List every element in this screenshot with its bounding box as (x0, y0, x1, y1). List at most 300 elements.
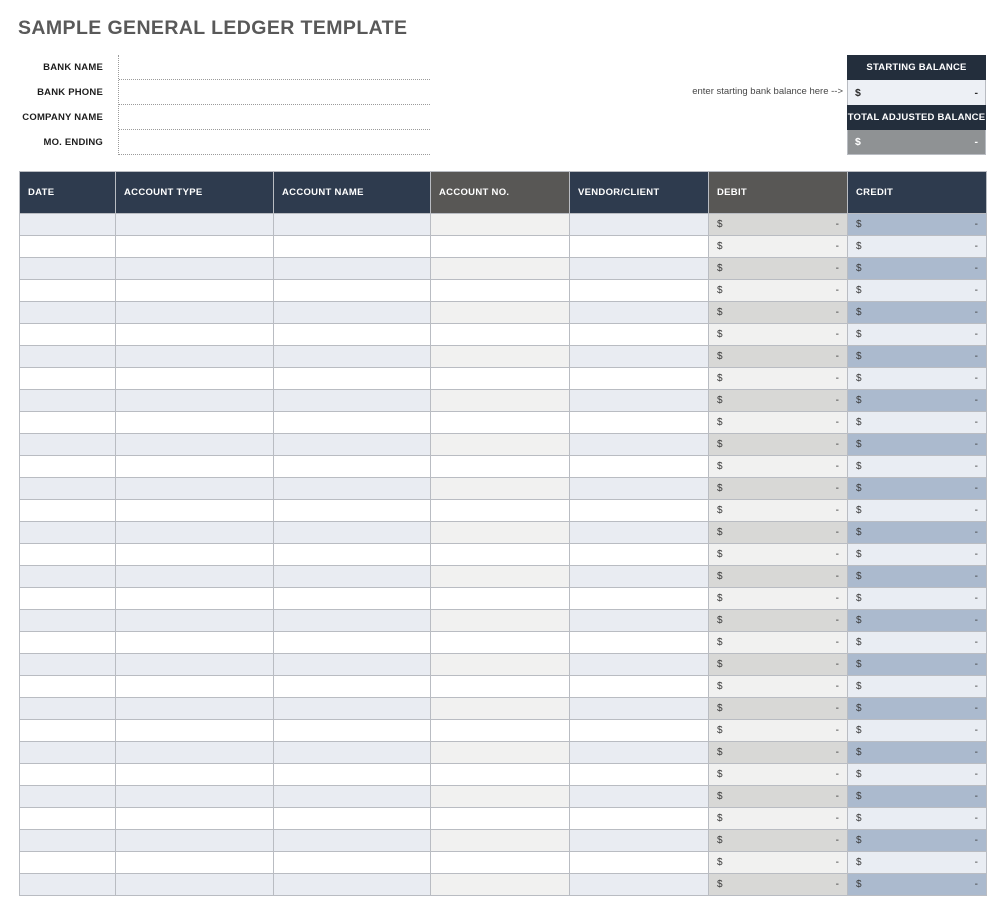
ledger-cell-date[interactable] (20, 786, 116, 808)
ledger-cell-account-name[interactable] (274, 258, 431, 280)
ledger-cell-vendor-client[interactable] (570, 390, 709, 412)
table-row (20, 478, 987, 500)
ledger-cell-account-name[interactable] (274, 500, 431, 522)
ledger-cell-date[interactable] (20, 236, 116, 258)
column-header-account-no: ACCOUNT NO. (431, 172, 570, 214)
table-row (20, 610, 987, 632)
ledger-cell-vendor-client[interactable] (570, 412, 709, 434)
ledger-cell-account-name[interactable] (274, 522, 431, 544)
table-row (20, 500, 987, 522)
ledger-cell-debit[interactable] (709, 324, 848, 346)
ledger-cell-credit[interactable] (848, 456, 987, 478)
amount-placeholder: - (974, 571, 978, 582)
ledger-cell-account-name[interactable] (274, 412, 431, 434)
ledger-cell-credit[interactable] (848, 390, 987, 412)
currency-symbol: $ (856, 725, 862, 736)
ledger-cell-date[interactable] (20, 852, 116, 874)
ledger-cell-date[interactable] (20, 544, 116, 566)
ledger-cell-account-no[interactable] (431, 346, 570, 368)
ledger-cell-account-no[interactable] (431, 588, 570, 610)
ledger-cell-account-name[interactable] (274, 456, 431, 478)
table-row (20, 544, 987, 566)
ledger-cell-credit[interactable] (848, 830, 987, 852)
ledger-cell-account-type[interactable] (116, 610, 274, 632)
ledger-cell-debit[interactable] (709, 302, 848, 324)
ledger-cell-vendor-client[interactable] (570, 852, 709, 874)
form-inputs (118, 55, 430, 155)
ledger-cell-account-no[interactable] (431, 764, 570, 786)
ledger-cell-account-name[interactable] (274, 654, 431, 676)
ledger-cell-vendor-client[interactable] (570, 632, 709, 654)
ledger-cell-credit[interactable] (848, 434, 987, 456)
ledger-cell-date[interactable] (20, 632, 116, 654)
currency-symbol: $ (856, 791, 862, 802)
bank-phone-input[interactable] (119, 80, 430, 105)
ledger-cell-date[interactable] (20, 654, 116, 676)
ledger-cell-vendor-client[interactable] (570, 434, 709, 456)
ledger-cell-debit[interactable] (709, 610, 848, 632)
ledger-cell-account-no[interactable] (431, 258, 570, 280)
amount-placeholder: - (974, 329, 978, 340)
amount-placeholder: - (835, 373, 839, 384)
amount-placeholder: - (835, 879, 839, 890)
ledger-cell-account-name[interactable] (274, 742, 431, 764)
ledger-cell-credit[interactable] (848, 808, 987, 830)
ledger-cell-account-type[interactable] (116, 830, 274, 852)
ledger-cell-debit[interactable] (709, 566, 848, 588)
ledger-cell-vendor-client[interactable] (570, 742, 709, 764)
ledger-cell-account-type[interactable] (116, 764, 274, 786)
ledger-cell-account-type[interactable] (116, 500, 274, 522)
currency-symbol: $ (717, 725, 723, 736)
ledger-cell-date[interactable] (20, 390, 116, 412)
ledger-cell-account-name[interactable] (274, 786, 431, 808)
ledger-cell-credit[interactable] (848, 676, 987, 698)
currency-symbol: $ (717, 857, 723, 868)
amount-placeholder: - (835, 417, 839, 428)
currency-symbol: $ (856, 395, 862, 406)
ledger-cell-account-type[interactable] (116, 368, 274, 390)
ledger-cell-account-no[interactable] (431, 280, 570, 302)
mo-ending-label: MO. ENDING (43, 137, 103, 148)
ledger-cell-date[interactable] (20, 808, 116, 830)
ledger-cell-credit[interactable] (848, 632, 987, 654)
ledger-cell-credit[interactable] (848, 236, 987, 258)
ledger-cell-account-no[interactable] (431, 500, 570, 522)
currency-symbol: $ (855, 136, 861, 148)
currency-symbol: $ (717, 219, 723, 230)
amount-placeholder: - (835, 395, 839, 406)
amount-placeholder: - (974, 725, 978, 736)
ledger-cell-account-no[interactable] (431, 698, 570, 720)
ledger-cell-credit[interactable] (848, 412, 987, 434)
ledger-cell-account-name[interactable] (274, 764, 431, 786)
ledger-cell-account-name[interactable] (274, 214, 431, 236)
ledger-cell-debit[interactable] (709, 390, 848, 412)
ledger-cell-debit[interactable] (709, 632, 848, 654)
currency-symbol: $ (856, 835, 862, 846)
ledger-cell-vendor-client[interactable] (570, 214, 709, 236)
ledger-cell-debit[interactable] (709, 280, 848, 302)
ledger-cell-account-type[interactable] (116, 588, 274, 610)
currency-symbol: $ (717, 285, 723, 296)
starting-balance-cell[interactable] (847, 80, 986, 105)
ledger-cell-account-name[interactable] (274, 698, 431, 720)
ledger-cell-vendor-client[interactable] (570, 522, 709, 544)
table-row (20, 390, 987, 412)
currency-symbol: $ (856, 571, 862, 582)
ledger-cell-vendor-client[interactable] (570, 478, 709, 500)
ledger-cell-vendor-client[interactable] (570, 456, 709, 478)
table-row (20, 698, 987, 720)
ledger-cell-credit[interactable] (848, 368, 987, 390)
ledger-cell-account-name[interactable] (274, 588, 431, 610)
amount-placeholder: - (974, 549, 978, 560)
ledger-cell-account-no[interactable] (431, 874, 570, 896)
ledger-cell-date[interactable] (20, 280, 116, 302)
ledger-cell-debit[interactable] (709, 786, 848, 808)
ledger-cell-vendor-client[interactable] (570, 764, 709, 786)
ledger-cell-account-name[interactable] (274, 346, 431, 368)
ledger-cell-debit[interactable] (709, 720, 848, 742)
mo-ending-input[interactable] (119, 130, 430, 155)
ledger-cell-account-name[interactable] (274, 610, 431, 632)
ledger-cell-account-no[interactable] (431, 610, 570, 632)
amount-placeholder: - (835, 263, 839, 274)
currency-symbol: $ (717, 527, 723, 538)
ledger-cell-date[interactable] (20, 346, 116, 368)
ledger-cell-date[interactable] (20, 720, 116, 742)
ledger-cell-account-type[interactable] (116, 390, 274, 412)
ledger-cell-date[interactable] (20, 588, 116, 610)
ledger-cell-account-type[interactable] (116, 786, 274, 808)
ledger-cell-debit[interactable] (709, 874, 848, 896)
ledger-cell-account-no[interactable] (431, 302, 570, 324)
ledger-cell-credit[interactable] (848, 214, 987, 236)
ledger-cell-credit[interactable] (848, 742, 987, 764)
ledger-cell-date[interactable] (20, 214, 116, 236)
ledger-cell-vendor-client[interactable] (570, 258, 709, 280)
ledger-cell-debit[interactable] (709, 478, 848, 500)
ledger-cell-account-no[interactable] (431, 236, 570, 258)
ledger-cell-account-name[interactable] (274, 324, 431, 346)
ledger-cell-date[interactable] (20, 456, 116, 478)
ledger-cell-account-no[interactable] (431, 456, 570, 478)
ledger-cell-account-type[interactable] (116, 236, 274, 258)
ledger-cell-credit[interactable] (848, 786, 987, 808)
currency-symbol: $ (717, 329, 723, 340)
amount-placeholder: - (974, 681, 978, 692)
ledger-cell-debit[interactable] (709, 654, 848, 676)
ledger-cell-vendor-client[interactable] (570, 830, 709, 852)
table-row (20, 456, 987, 478)
ledger-cell-account-no[interactable] (431, 742, 570, 764)
ledger-cell-account-no[interactable] (431, 214, 570, 236)
ledger-cell-vendor-client[interactable] (570, 610, 709, 632)
currency-symbol: $ (717, 637, 723, 648)
ledger-cell-account-type[interactable] (116, 566, 274, 588)
ledger-cell-debit[interactable] (709, 258, 848, 280)
ledger-cell-date[interactable] (20, 258, 116, 280)
ledger-cell-account-type[interactable] (116, 676, 274, 698)
column-header-credit: CREDIT (848, 172, 987, 214)
currency-symbol: $ (717, 241, 723, 252)
currency-symbol: $ (717, 681, 723, 692)
ledger-cell-account-type[interactable] (116, 874, 274, 896)
amount-placeholder: - (974, 351, 978, 362)
ledger-cell-account-no[interactable] (431, 566, 570, 588)
ledger-cell-debit[interactable] (709, 676, 848, 698)
total-adjusted-balance-cell (847, 130, 986, 155)
ledger-cell-account-type[interactable] (116, 808, 274, 830)
amount-placeholder: - (974, 659, 978, 670)
ledger-cell-debit[interactable] (709, 588, 848, 610)
currency-symbol: $ (717, 615, 723, 626)
ledger-cell-date[interactable] (20, 764, 116, 786)
ledger-cell-credit[interactable] (848, 478, 987, 500)
ledger-cell-account-type[interactable] (116, 302, 274, 324)
ledger-cell-account-no[interactable] (431, 654, 570, 676)
ledger-cell-debit[interactable] (709, 544, 848, 566)
ledger-cell-debit[interactable] (709, 346, 848, 368)
ledger-cell-account-name[interactable] (274, 478, 431, 500)
starting-balance-note: enter starting bank balance here --> (692, 86, 843, 97)
ledger-cell-credit[interactable] (848, 302, 987, 324)
ledger-cell-account-no[interactable] (431, 478, 570, 500)
currency-symbol: $ (856, 659, 862, 670)
starting-balance-header: STARTING BALANCE (847, 55, 986, 80)
ledger-cell-credit[interactable] (848, 764, 987, 786)
column-header-account-type: ACCOUNT TYPE (116, 172, 274, 214)
ledger-cell-vendor-client[interactable] (570, 346, 709, 368)
ledger-cell-vendor-client[interactable] (570, 368, 709, 390)
ledger-cell-date[interactable] (20, 368, 116, 390)
ledger-cell-vendor-client[interactable] (570, 720, 709, 742)
currency-symbol: $ (717, 263, 723, 274)
ledger-cell-vendor-client[interactable] (570, 566, 709, 588)
currency-symbol: $ (856, 329, 862, 340)
ledger-cell-vendor-client[interactable] (570, 654, 709, 676)
ledger-cell-date[interactable] (20, 676, 116, 698)
ledger-cell-debit[interactable] (709, 236, 848, 258)
amount-placeholder: - (974, 461, 978, 472)
ledger-cell-account-no[interactable] (431, 676, 570, 698)
ledger-cell-account-name[interactable] (274, 280, 431, 302)
ledger-cell-date[interactable] (20, 500, 116, 522)
ledger-cell-debit[interactable] (709, 412, 848, 434)
currency-symbol: $ (856, 461, 862, 472)
ledger-cell-account-type[interactable] (116, 522, 274, 544)
currency-symbol: $ (717, 417, 723, 428)
ledger-cell-account-no[interactable] (431, 830, 570, 852)
ledger-cell-credit[interactable] (848, 610, 987, 632)
ledger-cell-debit[interactable] (709, 764, 848, 786)
table-row (20, 368, 987, 390)
ledger-cell-vendor-client[interactable] (570, 676, 709, 698)
ledger-cell-account-no[interactable] (431, 632, 570, 654)
ledger-cell-account-type[interactable] (116, 214, 274, 236)
ledger-cell-credit[interactable] (848, 280, 987, 302)
amount-placeholder: - (835, 637, 839, 648)
ledger-cell-debit[interactable] (709, 698, 848, 720)
ledger-cell-account-no[interactable] (431, 368, 570, 390)
ledger-cell-credit[interactable] (848, 324, 987, 346)
currency-symbol: $ (717, 571, 723, 582)
ledger-cell-account-name[interactable] (274, 632, 431, 654)
amount-placeholder: - (974, 241, 978, 252)
ledger-cell-account-type[interactable] (116, 852, 274, 874)
currency-symbol: $ (717, 395, 723, 406)
ledger-cell-vendor-client[interactable] (570, 874, 709, 896)
ledger-cell-account-name[interactable] (274, 566, 431, 588)
ledger-cell-vendor-client[interactable] (570, 588, 709, 610)
ledger-cell-credit[interactable] (848, 258, 987, 280)
amount-placeholder: - (974, 813, 978, 824)
ledger-cell-account-no[interactable] (431, 324, 570, 346)
ledger-cell-vendor-client[interactable] (570, 236, 709, 258)
currency-symbol: $ (856, 637, 862, 648)
ledger-cell-debit[interactable] (709, 500, 848, 522)
ledger-cell-account-type[interactable] (116, 742, 274, 764)
amount-placeholder: - (974, 835, 978, 846)
ledger-cell-account-type[interactable] (116, 412, 274, 434)
ledger-cell-account-name[interactable] (274, 830, 431, 852)
ledger-cell-date[interactable] (20, 698, 116, 720)
ledger-cell-account-type[interactable] (116, 698, 274, 720)
amount-placeholder: - (974, 505, 978, 516)
currency-symbol: $ (717, 659, 723, 670)
ledger-cell-debit[interactable] (709, 368, 848, 390)
ledger-cell-account-type[interactable] (116, 346, 274, 368)
ledger-cell-account-name[interactable] (274, 368, 431, 390)
ledger-cell-account-type[interactable] (116, 478, 274, 500)
ledger-cell-vendor-client[interactable] (570, 500, 709, 522)
currency-symbol: $ (717, 549, 723, 560)
ledger-cell-credit[interactable] (848, 588, 987, 610)
ledger-cell-account-name[interactable] (274, 544, 431, 566)
amount-placeholder: - (974, 395, 978, 406)
ledger-cell-vendor-client[interactable] (570, 698, 709, 720)
ledger-cell-account-type[interactable] (116, 280, 274, 302)
ledger-cell-credit[interactable] (848, 522, 987, 544)
amount-placeholder: - (974, 219, 978, 230)
ledger-cell-credit[interactable] (848, 720, 987, 742)
ledger-cell-date[interactable] (20, 830, 116, 852)
bank-name-input[interactable] (119, 55, 430, 80)
ledger-cell-debit[interactable] (709, 522, 848, 544)
ledger-cell-account-type[interactable] (116, 258, 274, 280)
ledger-cell-account-type[interactable] (116, 720, 274, 742)
ledger-cell-date[interactable] (20, 566, 116, 588)
currency-symbol: $ (717, 373, 723, 384)
ledger-cell-account-name[interactable] (274, 434, 431, 456)
ledger-cell-debit[interactable] (709, 456, 848, 478)
table-row (20, 588, 987, 610)
ledger-cell-credit[interactable] (848, 566, 987, 588)
ledger-cell-account-type[interactable] (116, 654, 274, 676)
ledger-cell-account-type[interactable] (116, 456, 274, 478)
ledger-cell-credit[interactable] (848, 544, 987, 566)
ledger-cell-date[interactable] (20, 478, 116, 500)
currency-symbol: $ (856, 681, 862, 692)
ledger-cell-account-type[interactable] (116, 434, 274, 456)
ledger-cell-credit[interactable] (848, 500, 987, 522)
ledger-cell-date[interactable] (20, 412, 116, 434)
amount-placeholder: - (974, 483, 978, 494)
starting-balance-value: - (974, 86, 978, 99)
ledger-cell-vendor-client[interactable] (570, 808, 709, 830)
ledger-cell-date[interactable] (20, 742, 116, 764)
ledger-cell-account-name[interactable] (274, 874, 431, 896)
ledger-cell-account-name[interactable] (274, 302, 431, 324)
ledger-cell-vendor-client[interactable] (570, 324, 709, 346)
ledger-cell-account-name[interactable] (274, 236, 431, 258)
ledger-cell-date[interactable] (20, 610, 116, 632)
ledger-cell-date[interactable] (20, 324, 116, 346)
amount-placeholder: - (835, 241, 839, 252)
currency-symbol: $ (856, 483, 862, 494)
currency-symbol: $ (856, 549, 862, 560)
amount-placeholder: - (835, 461, 839, 472)
ledger-cell-debit[interactable] (709, 808, 848, 830)
ledger-cell-account-no[interactable] (431, 786, 570, 808)
ledger-cell-account-type[interactable] (116, 544, 274, 566)
ledger-cell-credit[interactable] (848, 852, 987, 874)
ledger-cell-credit[interactable] (848, 346, 987, 368)
ledger-cell-debit[interactable] (709, 434, 848, 456)
ledger-cell-debit[interactable] (709, 830, 848, 852)
table-row (20, 742, 987, 764)
ledger-cell-account-no[interactable] (431, 808, 570, 830)
ledger-cell-credit[interactable] (848, 874, 987, 896)
page-title: SAMPLE GENERAL LEDGER TEMPLATE (18, 17, 408, 39)
ledger-cell-account-no[interactable] (431, 390, 570, 412)
ledger-cell-account-name[interactable] (274, 390, 431, 412)
ledger-cell-vendor-client[interactable] (570, 786, 709, 808)
table-row (20, 786, 987, 808)
ledger-cell-date[interactable] (20, 302, 116, 324)
ledger-cell-date[interactable] (20, 874, 116, 896)
ledger-cell-account-no[interactable] (431, 434, 570, 456)
currency-symbol: $ (717, 769, 723, 780)
ledger-cell-account-name[interactable] (274, 808, 431, 830)
ledger-cell-credit[interactable] (848, 654, 987, 676)
ledger-cell-account-type[interactable] (116, 324, 274, 346)
table-row (20, 676, 987, 698)
ledger-cell-vendor-client[interactable] (570, 544, 709, 566)
ledger-cell-account-no[interactable] (431, 852, 570, 874)
ledger-cell-date[interactable] (20, 434, 116, 456)
table-row (20, 412, 987, 434)
ledger-cell-vendor-client[interactable] (570, 280, 709, 302)
ledger-cell-date[interactable] (20, 522, 116, 544)
ledger-cell-account-no[interactable] (431, 544, 570, 566)
ledger-cell-account-name[interactable] (274, 676, 431, 698)
ledger-cell-account-type[interactable] (116, 632, 274, 654)
ledger-cell-credit[interactable] (848, 698, 987, 720)
ledger-cell-account-name[interactable] (274, 720, 431, 742)
ledger-cell-account-no[interactable] (431, 522, 570, 544)
company-name-input[interactable] (119, 105, 430, 130)
ledger-cell-debit[interactable] (709, 214, 848, 236)
ledger-cell-vendor-client[interactable] (570, 302, 709, 324)
ledger-cell-account-name[interactable] (274, 852, 431, 874)
ledger-header-row (20, 172, 987, 214)
ledger-cell-account-no[interactable] (431, 720, 570, 742)
ledger-cell-debit[interactable] (709, 852, 848, 874)
ledger-cell-account-no[interactable] (431, 412, 570, 434)
ledger-cell-debit[interactable] (709, 742, 848, 764)
